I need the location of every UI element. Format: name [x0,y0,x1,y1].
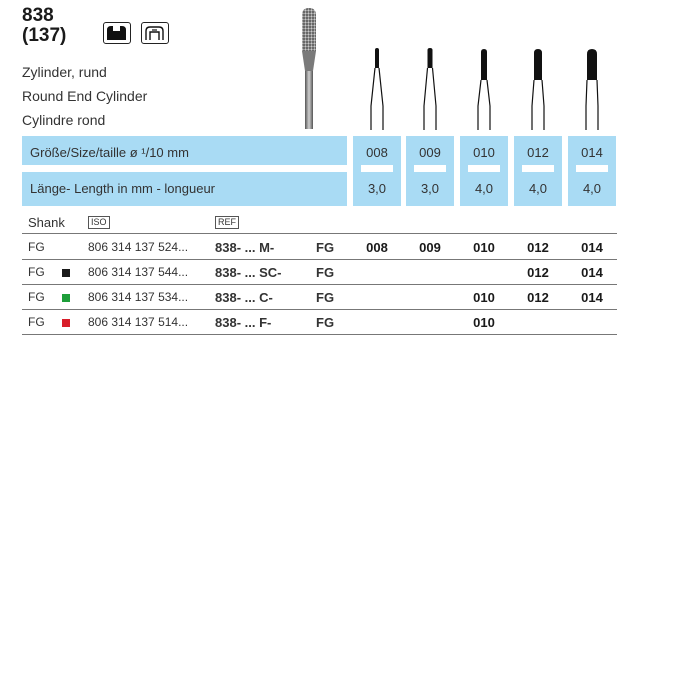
row-iso: 806 314 137 544... [88,265,189,279]
grit-square-green [62,294,70,302]
bur-012 [532,49,544,130]
shank-outline-icon [141,22,169,44]
col-stripe-009 [414,165,446,172]
divider [22,233,617,234]
product-number: 838 [22,5,54,26]
shank-profile-icon [103,22,131,44]
row-code: 012 [527,290,549,305]
size-009: 009 [419,145,441,160]
row-iso: 806 314 137 524... [88,240,189,254]
row-ref-shank: FG [316,315,335,330]
length-008: 3,0 [367,181,387,196]
bur-014 [586,49,598,130]
row-code: 010 [473,315,495,330]
row-code: 008 [366,240,388,255]
name-french: Cylindre rond [22,112,106,128]
bur-010 [478,49,490,130]
iso-tag: ISO [88,216,110,229]
size-label: Größe/Size/taille ø ¹/10 mm [30,145,189,160]
name-german: Zylinder, rund [22,64,107,80]
row-ref-shank: FG [316,265,335,280]
row-shank: FG [28,240,45,254]
col-stripe-012 [522,165,554,172]
grit-square-red [62,319,70,327]
row-code: 010 [473,240,495,255]
row-shank: FG [28,290,45,304]
size-burs [355,44,617,130]
row-ref: 838- ... SC- [215,265,282,280]
divider [22,334,617,335]
length-010: 4,0 [474,181,494,196]
length-012: 4,0 [528,181,548,196]
length-014: 4,0 [582,181,602,196]
row-code: 012 [527,240,549,255]
row-ref: 838- ... C- [215,290,273,305]
row-code: 012 [527,265,549,280]
row-code: 014 [581,240,603,255]
header-stripe [22,165,347,172]
row-shank: FG [28,315,45,329]
divider [22,259,617,260]
product-names [22,60,147,132]
length-label: Länge- Length in mm - longueur [30,181,216,196]
bur-illustration [294,5,324,130]
row-iso: 806 314 137 534... [88,290,189,304]
bur-009 [424,48,436,130]
size-010: 010 [473,145,495,160]
row-ref-shank: FG [316,290,335,305]
col-stripe-010 [468,165,500,172]
bur-008 [371,48,383,130]
name-english: Round End Cylinder [22,88,148,104]
size-008: 008 [366,145,388,160]
row-code: 014 [581,265,603,280]
row-iso: 806 314 137 514... [88,315,189,329]
ref-tag: REF [215,216,239,229]
divider [22,284,617,285]
row-code: 009 [419,240,441,255]
shank-label: Shank [28,215,65,230]
divider [22,309,617,310]
row-ref-shank: FG [316,240,335,255]
row-shank: FG [28,265,45,279]
row-code: 014 [581,290,603,305]
size-012: 012 [527,145,549,160]
grit-square-black [62,269,70,277]
row-ref: 838- ... F- [215,315,272,330]
size-014: 014 [581,145,603,160]
length-009: 3,0 [420,181,440,196]
iso-number: (137) [22,25,67,46]
col-stripe-008 [361,165,393,172]
col-stripe-014 [576,165,608,172]
row-ref: 838- ... M- [215,240,275,255]
row-code: 010 [473,290,495,305]
